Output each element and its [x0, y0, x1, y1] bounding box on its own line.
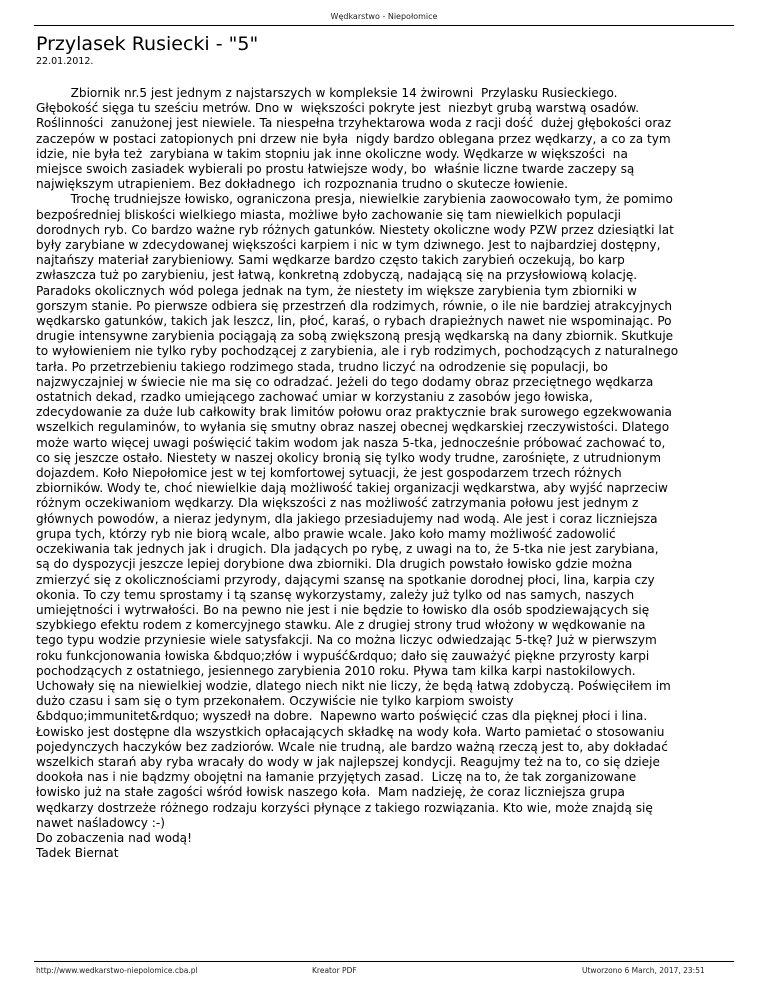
- article-title: Przylasek Rusiecki - "5": [36, 33, 259, 55]
- article-date: 22.01.2012.: [36, 56, 94, 67]
- page-header: Wędkarstwo - Niepołomice: [330, 12, 438, 21]
- footer-url: http://www.wedkarstwo-niepolomice.cba.pl: [36, 966, 198, 975]
- article-body: Zbiornik nr.5 jest jednym z najstarszych w kompleksie 14 żwirowni Przylasku Rusieckiego. Głębokość sięga tu sześciu metrów. Dno w większości pokryte jest niezbyt grubą warstwą osadów. Roślinności zanużonej jest niewiele. Ta niespełna trzyhektarowa woda z racji dość dużej głębokości oraz zaczepów w postaci zatopionych pni drzew nie była nigdy bardzo oblegana przez wędkarzy, a co za tym idzie, nie była też zarybiana w takim stopniu jak inne okoliczne wody. Wędkarze w większości na miejsce swoich zasiadek wybierali po prostu łatwiejsze wody, bo właśnie liczne twarde zaczepy są największym utrapieniem. Bez dokładnego ich rozpoznania trudno o skutecze łowienie. Trochę trudniejsze łowisko, ograniczona presja, niewielkie zarybienia zaowocowało tym, że pomimo bezpośredniej bliskości wielkiego miasta, możliwe było zachowanie się tam niewielkich populacji dorodnych ryb. Co bardzo ważne ryb różnych gatunków. Niestety okoliczne wody PZW przez dziesiątki lat były zarybiane w zdecydowanej większości karpiem i nic w tym dziwnego. Jest to najbardziej dostępny, najtańszy materiał zarybieniowy. Sami wędkarze bardzo często takich zarybień oczekują, bo karp zwłaszcza tuż po zarybieniu, jest łatwą, konkretną zdobyczą, nadającą się na przysłowiową kolację. Paradoks okolicznych wód polega jednak na tym, że niestety im większe zarybienia tym zbiorniki w gorszym stanie. Po pierwsze odbiera się przestrzeń dla rodzimych, równie, o ile nie bardziej atrakcyjnych wędkarsko gatunków, takich jak leszcz, lin, płoć, karaś, o rybach drapieżnych nawet nie wspominając. Po drugie intensywne zarybienia pociągają za sobą zwiększoną presją wędkarską na dany zbiornik. Skutkuje to wyłowieniem nie tylko ryby pochodzącej z zarybienia, ale i ryb rodzimych, pochodzących z naturalnego tarła. Po przetrzebieniu takiego rodzimego stada, trudno liczyć na odrodzenie się populacji, bo najzwyczajniej w świecie nie ma się co odradzać. Jeżeli do tego dodamy obraz przeciętnego wędkarza ostatnich dekad, rzadko umiejącego zachować umiar w korzystaniu z zasobów jego łowiska, zdecydowanie za duże lub całkowity brak limitów połowu oraz praktycznie brak surowego egzekwowania wszelkich regulaminów, to wyłania się smutny obraz naszej obecnej wędkarskiej rzeczywistości. Dlatego może warto więcej uwagi poświęcić takim wodom jak nasza 5-tka, jednocześnie próbować zachować to, co się jeszcze ostało. Niestety w naszej okolicy bronią się tylko wody trudne, zarośnięte, z utrudnionym dojazdem. Koło Niepołomice jest w tej komfortowej sytuacji, że jest gospodarzem trzech różnych zbiorników. Wody te, choć niewielkie dają możliwość takiej organizacji wędkarstwa, aby wyjść naprzeciw różnym oczekiwaniom wędkarzy. Dla większości z nas możliwość zatrzymania połowu jest jednym z głównych powodów, a nieraz jedynym, dla jakiego przesiadujemy nad wodą. Ale jest i coraz liczniejsza grupa tych, którzy ryb nie biorą wcale, albo prawie wcale. Jako koło mamy możliwość zadowolić oczekiwania tak jednych jak i drugich. Dla jadących po rybę, z uwagi na to, że 5-tka nie jest zarybiana, są do dyspozycji jeszcze lepiej dorybione dwa zbiorniki. Dla drugich powstało łowisko gdzie można zmierzyć się z okolicznościami przyrody, dającymi szansę na spotkanie dorodnej płoci, lina, karpia czy okonia. To czy temu sprostamy i tą szansę wykorzystamy, zależy już tylko od nas samych, naszych umiejętności i wytrwałości. Bo na pewno nie jest i nie będzie to łowisko dla osób spodziewających się szybkiego efektu rodem z komercyjnego stawku. Ale z drugiej strony trud włożony w wędkowanie na tego typu wodzie przyniesie wiele satysfakcji. Na co można liczyc odwiedzając 5-tkę? Już w pierwszym roku funkcjonowania łowiska &bdquo;złów i wypuść&rdquo; dało się zauważyć piękne przyrosty karpi pochodzących z ostatniego, jesiennego zarybienia 2010 roku. Pływa tam kilka karpi nastokilowych. Uchowały się na niewielkiej wodzie, dlatego niech nikt nie liczy, że będą łatwą zdobyczą. Poświęciłem im dużo czasu i sam się o tym przekonałem. Oczywiście nie tylko karpiom swoisty &bdquo;immunitet&rdquo; wyszedł na dobre. Napewno warto poświęcić czas dla pięknej płoci i lina. Łowisko jest dostępne dla wszystkich opłacających składkę na wody koła. Warto pamietać o stosowaniu pojedynczych haczyków bez zadziorów. Wcale nie trudną, ale bardzo ważną rzeczą jest to, aby dokładać wszelkich starań aby ryba wracały do wody w jak najlepszej kondycji. Reagujmy też na to, co się dzieje dookoła nas i nie bądzmy obojętni na łamanie przyjętych zasad. Liczę na to, że tak zorganizowane łowisko już na stałe zagości wśród łowisk naszego koła. Mam nadzieję, że coraz liczniejsza grupa wędkarzy dostrzeże różnego rodzaju korzyści płynące z takiego rozwiązania. Kto wie, może znajdą się nawet naśladowcy :-) Do zobaczenia nad wodą! Tadek Biernat: [36, 86, 679, 861]
- footer-creator: Kreator PDF: [312, 966, 357, 975]
- footer-divider: [34, 961, 734, 962]
- footer-created: Utworzono 6 March, 2017, 23:51: [582, 966, 705, 975]
- header-divider: [34, 25, 734, 26]
